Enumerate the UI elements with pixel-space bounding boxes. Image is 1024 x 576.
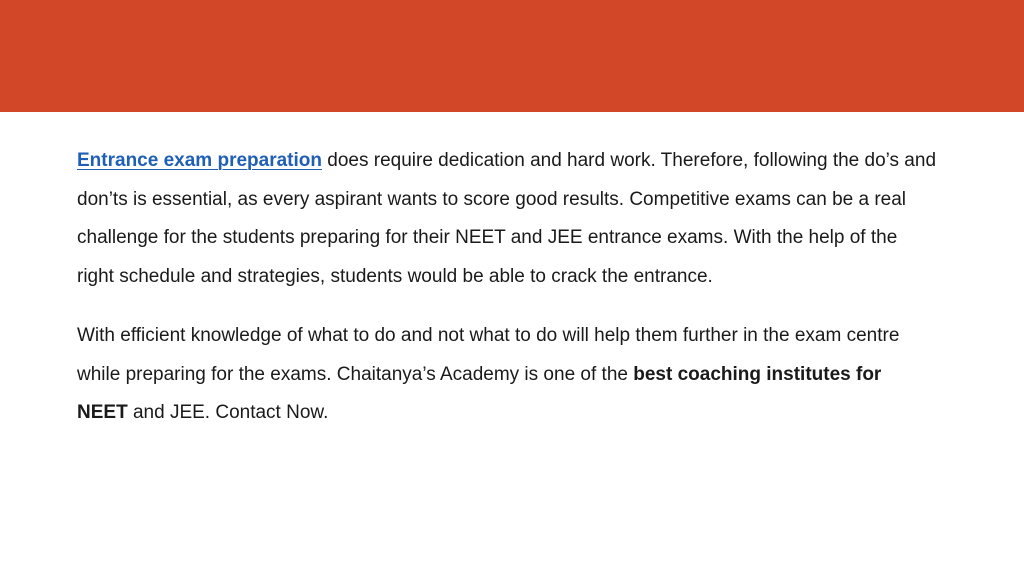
intro-paragraph-text: does require dedication and hard work. Therefore, following the do’s and don’ts is essential, as every aspirant wants to score good results. Competitive exams can be a real challenge for the students preparing for their NEET and JEE entrance exams. With the help of the right schedule and strategies, students would be able to crack the entrance. [77, 150, 937, 287]
academy-paragraph [77, 317, 937, 433]
header-banner [0, 0, 1024, 112]
intro-paragraph [77, 142, 937, 296]
best-coaching-institutes-highlight: best coaching institutes for NEET [77, 363, 882, 423]
article-body [77, 142, 937, 433]
entrance-exam-preparation-link[interactable]: Entrance exam preparation [77, 150, 322, 171]
academy-paragraph-text-before: With efficient knowledge of what to do and not what to do will help them further in the exam centre while preparing for the exams. Chaitanya’s Academy is one of the [77, 325, 900, 385]
academy-paragraph-text-after: and JEE. Contact Now. [127, 402, 329, 423]
